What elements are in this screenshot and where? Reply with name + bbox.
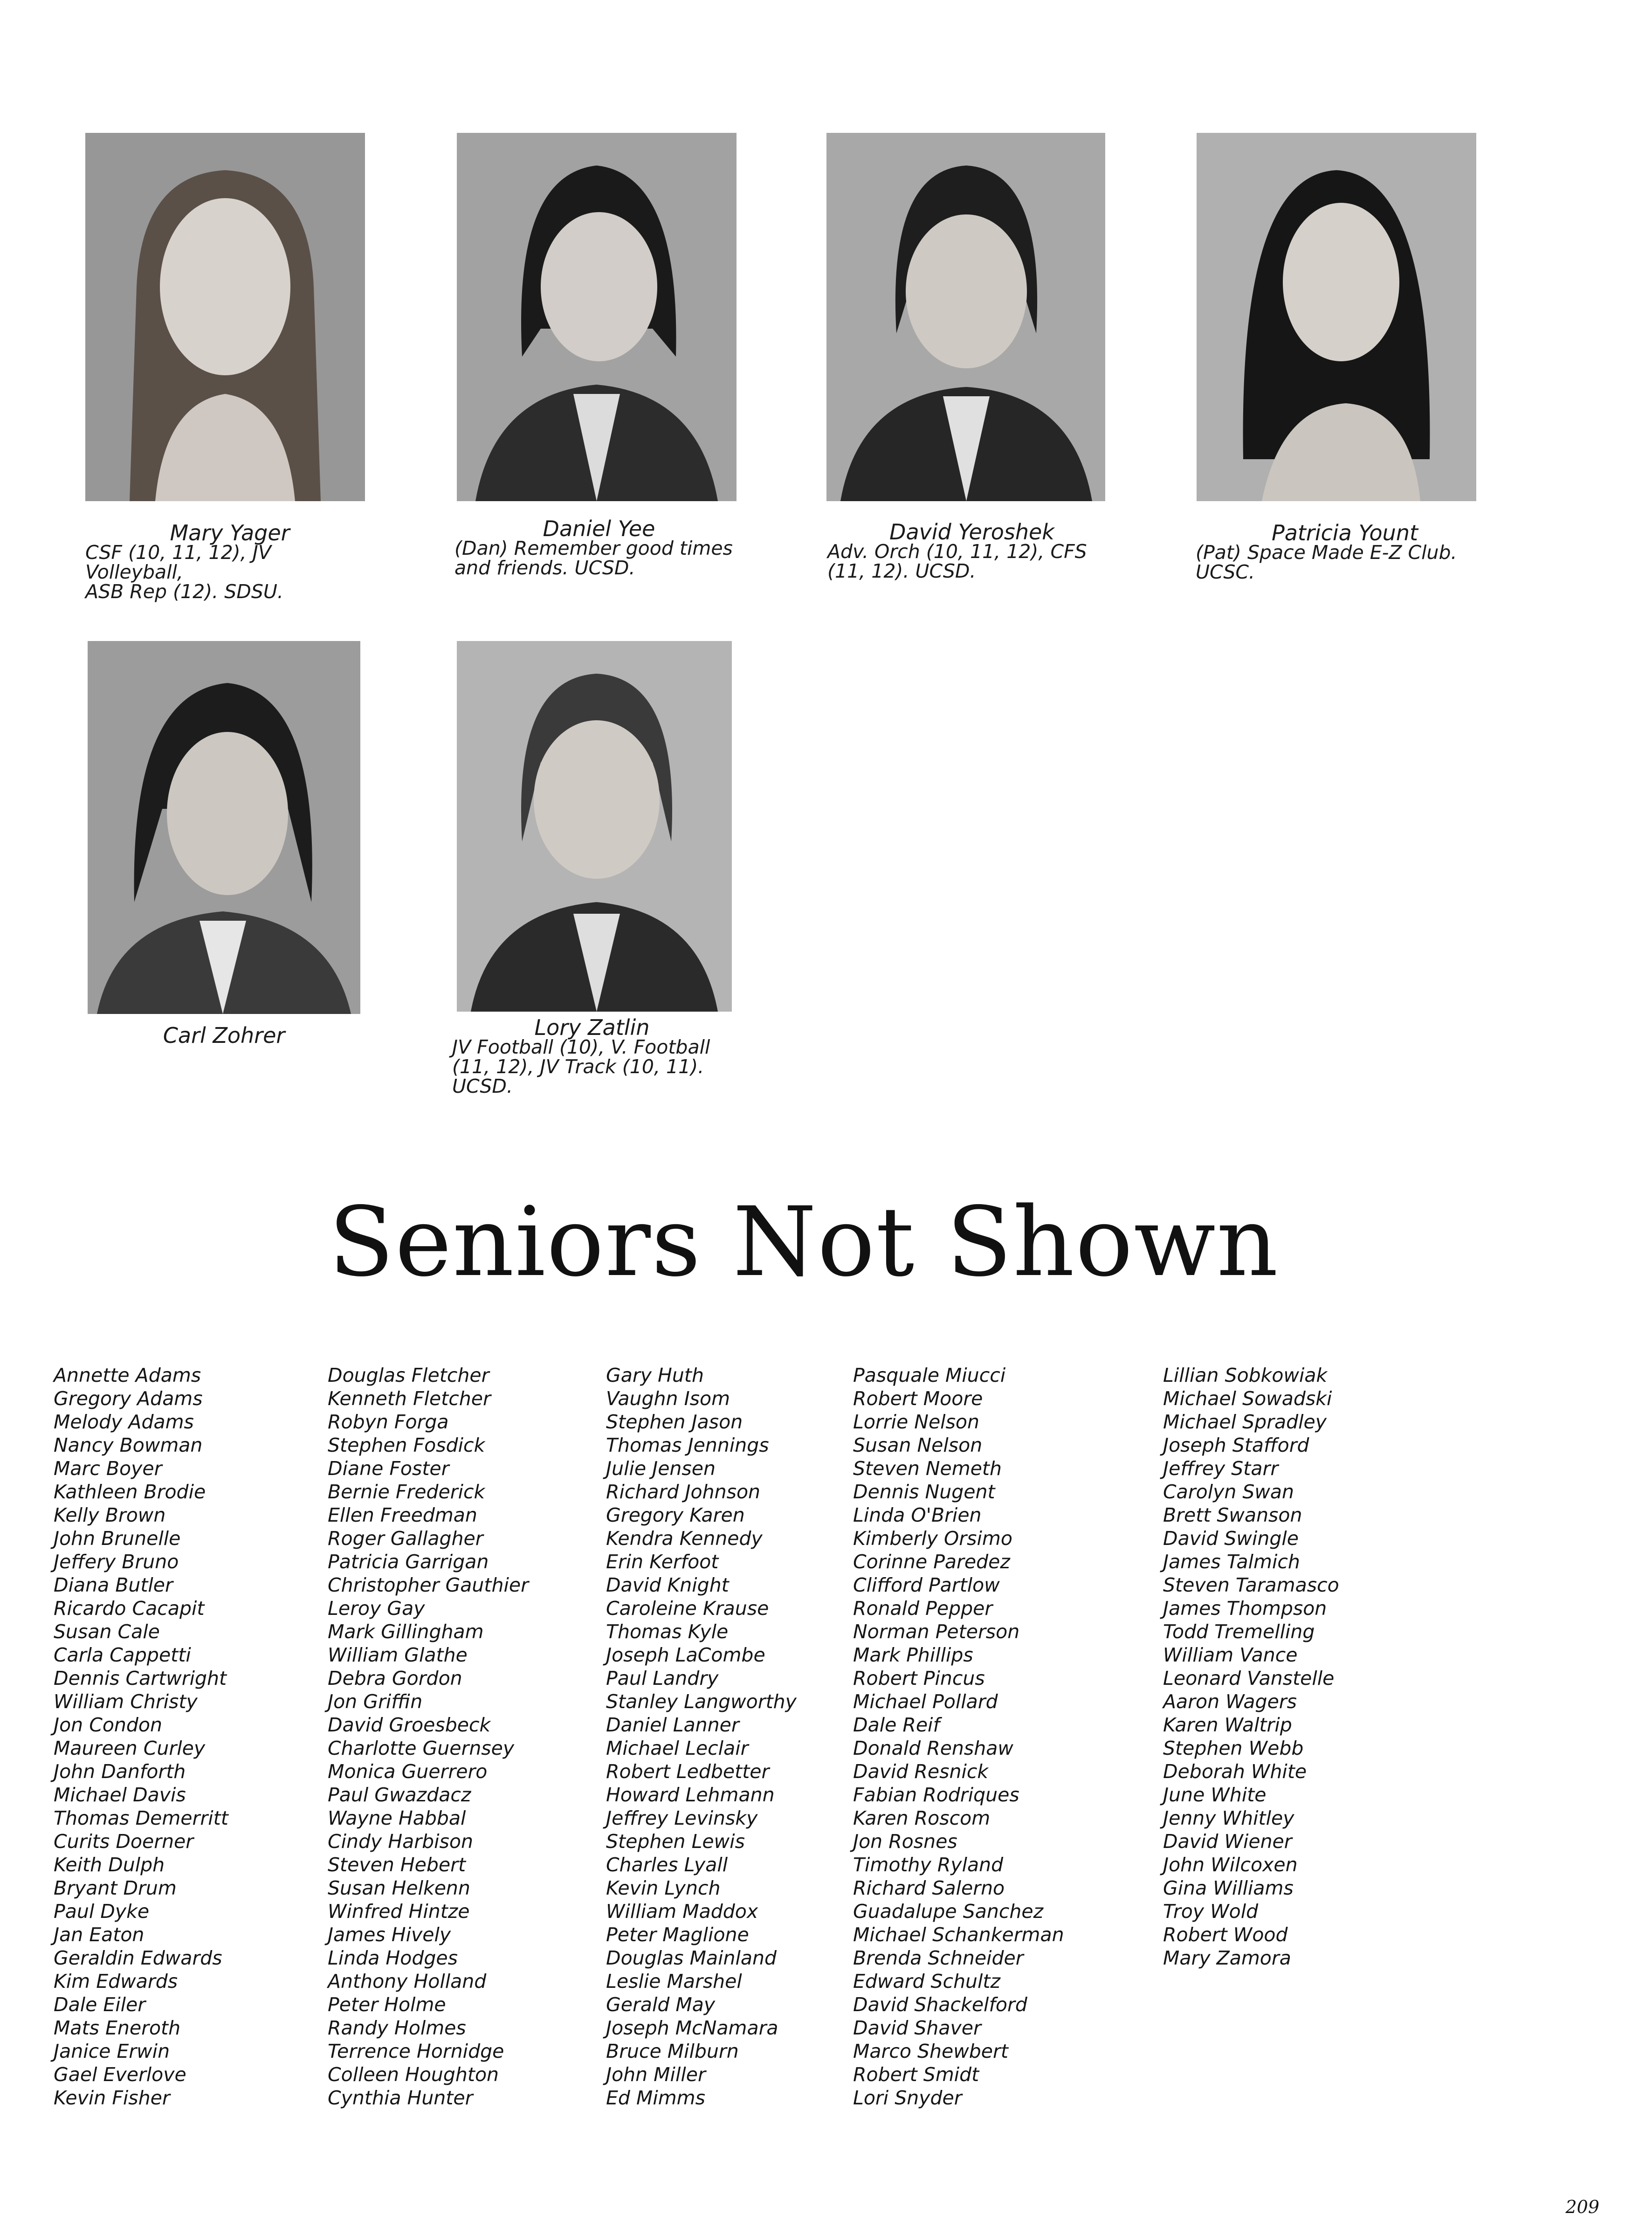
portrait-name: Patricia Yount xyxy=(1271,520,1418,545)
senior-name: Bruce Milburn xyxy=(606,2040,739,2062)
senior-name: Annette Adams xyxy=(54,1364,201,1386)
portrait-details: and friends. UCSD. xyxy=(454,557,635,579)
portrait-details: JV Football (10), V. Football xyxy=(452,1036,710,1058)
senior-name: Kathleen Brodie xyxy=(54,1481,206,1503)
senior-name: Deborah White xyxy=(1163,1760,1307,1783)
senior-name: Jon Griffin xyxy=(328,1690,423,1713)
senior-name: Kenneth Fletcher xyxy=(328,1387,491,1410)
senior-name: Vaughn Isom xyxy=(606,1387,730,1410)
senior-name: Erin Kerfoot xyxy=(606,1551,719,1573)
senior-name: Ellen Freedman xyxy=(328,1504,477,1526)
senior-name: Jan Eaton xyxy=(54,1924,145,1946)
senior-name: Paul Dyke xyxy=(54,1900,150,1923)
senior-name: William Vance xyxy=(1163,1644,1298,1666)
senior-name: Gregory Adams xyxy=(54,1387,203,1410)
senior-name: Roger Gallagher xyxy=(328,1527,483,1550)
portrait-name: Lory Zatlin xyxy=(534,1015,650,1040)
senior-name: Norman Peterson xyxy=(853,1620,1020,1643)
senior-name: Michael Leclair xyxy=(606,1737,749,1759)
names-column-1 xyxy=(54,1364,228,2110)
senior-name: David Groesbeck xyxy=(328,1714,491,1736)
senior-name: Gregory Karen xyxy=(606,1504,745,1526)
senior-name: Melody Adams xyxy=(54,1411,194,1433)
senior-name: Robert Smidt xyxy=(853,2063,979,2086)
portrait-photo-patricia-yount xyxy=(1197,133,1476,501)
senior-name: Fabian Rodriques xyxy=(853,1784,1019,1806)
senior-name: Carla Cappetti xyxy=(54,1644,191,1666)
senior-name: Jeffrey Starr xyxy=(1163,1457,1279,1480)
senior-name: Guadalupe Sanchez xyxy=(853,1900,1044,1923)
senior-name: Karen Waltrip xyxy=(1163,1714,1292,1736)
senior-name: Steven Nemeth xyxy=(853,1457,1002,1480)
portrait-photo-daniel-yee xyxy=(457,133,737,501)
senior-name: Lillian Sobkowiak xyxy=(1163,1364,1328,1386)
senior-name: Steven Taramasco xyxy=(1163,1574,1339,1596)
senior-name: Robert Ledbetter xyxy=(606,1760,770,1783)
senior-name: Mats Eneroth xyxy=(54,2017,181,2039)
portrait-name: Daniel Yee xyxy=(543,516,655,541)
senior-name: Kimberly Orsimo xyxy=(853,1527,1012,1550)
senior-name: Lori Snyder xyxy=(853,2087,962,2109)
names-column-5 xyxy=(1163,1364,1339,1970)
senior-name: Winfred Hintze xyxy=(328,1900,470,1923)
senior-name: Maureen Curley xyxy=(54,1737,206,1759)
senior-name: Thomas Kyle xyxy=(606,1620,729,1643)
senior-name: Thomas Jennings xyxy=(606,1434,769,1456)
senior-name: Brenda Schneider xyxy=(853,1947,1024,1969)
senior-name: Bryant Drum xyxy=(54,1877,177,1899)
section-title: Seniors Not Shown xyxy=(329,1187,1279,1298)
senior-name: Gael Everlove xyxy=(54,2063,186,2086)
senior-name: Randy Holmes xyxy=(328,2017,466,2039)
senior-name: Stephen Jason xyxy=(606,1411,743,1433)
senior-name: Stephen Fosdick xyxy=(328,1434,485,1456)
portrait-name: Carl Zohrer xyxy=(163,1023,285,1048)
portrait-photo-carl-zohrer xyxy=(88,641,360,1014)
senior-name: Charlotte Guernsey xyxy=(328,1737,515,1759)
senior-name: Patricia Garrigan xyxy=(328,1551,489,1573)
portrait-details: UCSC. xyxy=(1196,561,1255,583)
senior-name: Pasquale Miucci xyxy=(853,1364,1006,1386)
page-number: 209 xyxy=(1565,2197,1599,2217)
portrait-details: (Dan) Remember good times xyxy=(454,537,733,559)
senior-name: Corinne Paredez xyxy=(853,1551,1010,1573)
senior-name: Leonard Vanstelle xyxy=(1163,1667,1335,1689)
senior-name: Linda Hodges xyxy=(328,1947,458,1969)
senior-name: Troy Wold xyxy=(1163,1900,1259,1923)
senior-name: Terrence Hornidge xyxy=(328,2040,504,2062)
senior-name: Colleen Houghton xyxy=(328,2063,499,2086)
senior-name: Carolyn Swan xyxy=(1163,1481,1294,1503)
senior-name: Janice Erwin xyxy=(54,2040,170,2062)
senior-name: June White xyxy=(1163,1784,1267,1806)
senior-name: David Wiener xyxy=(1163,1830,1292,1853)
senior-name: James Thompson xyxy=(1163,1597,1327,1620)
senior-name: Robyn Forga xyxy=(328,1411,449,1433)
senior-name: Debra Gordon xyxy=(328,1667,462,1689)
senior-name: William Glathe xyxy=(328,1644,468,1666)
senior-name: Monica Guerrero xyxy=(328,1760,488,1783)
senior-name: Kevin Fisher xyxy=(54,2087,170,2109)
senior-name: Dennis Nugent xyxy=(853,1481,995,1503)
senior-name: Gary Huth xyxy=(606,1364,704,1386)
senior-name: Dale Reif xyxy=(853,1714,940,1736)
senior-name: Stephen Lewis xyxy=(606,1830,745,1853)
portrait-details: UCSD. xyxy=(452,1075,513,1097)
senior-name: Joseph Stafford xyxy=(1163,1434,1309,1456)
senior-name: Kelly Brown xyxy=(54,1504,166,1526)
senior-name: Michael Spradley xyxy=(1163,1411,1327,1433)
portrait-photo-david-yeroshek xyxy=(826,133,1105,501)
portrait-photo-lory-zatlin xyxy=(457,641,732,1012)
senior-name: Lorrie Nelson xyxy=(853,1411,980,1433)
senior-name: William Christy xyxy=(54,1690,198,1713)
senior-name: Keith Dulph xyxy=(54,1854,165,1876)
senior-name: Daniel Lanner xyxy=(606,1714,739,1736)
portrait-details: (11, 12). UCSD. xyxy=(827,560,976,582)
senior-name: Dennis Cartwright xyxy=(54,1667,227,1689)
senior-name: Susan Cale xyxy=(54,1620,160,1643)
senior-name: David Shackelford xyxy=(853,1993,1027,2016)
senior-name: Kim Edwards xyxy=(54,1970,178,1993)
senior-name: Peter Holme xyxy=(328,1993,446,2016)
senior-name: Joseph McNamara xyxy=(606,2017,778,2039)
senior-name: John Miller xyxy=(606,2063,706,2086)
senior-name: Robert Wood xyxy=(1163,1924,1288,1946)
senior-name: John Brunelle xyxy=(54,1527,181,1550)
senior-name: Bernie Frederick xyxy=(328,1481,485,1503)
senior-name: Anthony Holland xyxy=(328,1970,487,1993)
senior-name: Kevin Lynch xyxy=(606,1877,721,1899)
senior-name: Marco Shewbert xyxy=(853,2040,1008,2062)
names-column-3 xyxy=(606,1364,797,2110)
senior-name: Julie Jensen xyxy=(606,1457,716,1480)
senior-name: Robert Moore xyxy=(853,1387,983,1410)
portrait-caption xyxy=(1196,520,1494,583)
senior-name: Jeffery Bruno xyxy=(54,1551,179,1573)
senior-name: Caroleine Krause xyxy=(606,1597,769,1620)
senior-name: Thomas Demerritt xyxy=(54,1807,228,1829)
senior-name: Linda O'Brien xyxy=(853,1504,982,1526)
senior-name: Aaron Wagers xyxy=(1163,1690,1297,1713)
senior-name: Todd Tremelling xyxy=(1163,1620,1315,1643)
senior-name: Douglas Mainland xyxy=(606,1947,777,1969)
senior-name: Mark Gillingham xyxy=(328,1620,484,1643)
senior-name: Paul Gwazdacz xyxy=(328,1784,471,1806)
senior-name: Donald Renshaw xyxy=(853,1737,1013,1759)
senior-name: James Talmich xyxy=(1163,1551,1300,1573)
senior-name: Paul Landry xyxy=(606,1667,719,1689)
senior-name: Mary Zamora xyxy=(1163,1947,1291,1969)
portrait-name: David Yeroshek xyxy=(889,519,1054,545)
senior-name: Jeffrey Levinsky xyxy=(606,1807,758,1829)
senior-name: Leslie Marshel xyxy=(606,1970,742,1993)
senior-name: Douglas Fletcher xyxy=(328,1364,489,1386)
portrait-details: CSF (10, 11, 12), JV Volleyball, xyxy=(85,541,271,583)
portrait-photo-mary-yager xyxy=(85,133,365,501)
senior-name: Jon Condon xyxy=(54,1714,162,1736)
portrait-caption xyxy=(85,520,374,603)
senior-name: Jon Rosnes xyxy=(853,1830,957,1853)
senior-name: Leroy Gay xyxy=(328,1597,425,1620)
senior-name: Richard Salerno xyxy=(853,1877,1005,1899)
senior-name: Timothy Ryland xyxy=(853,1854,1004,1876)
senior-name: John Danforth xyxy=(54,1760,186,1783)
portrait-details: Adv. Orch (10, 11, 12), CFS xyxy=(827,540,1087,563)
senior-name: Kendra Kennedy xyxy=(606,1527,763,1550)
senior-name: Robert Pincus xyxy=(853,1667,985,1689)
portrait-caption xyxy=(827,519,1116,582)
names-column-2 xyxy=(328,1364,529,2110)
senior-name: Susan Nelson xyxy=(853,1434,983,1456)
senior-name: Brett Swanson xyxy=(1163,1504,1302,1526)
senior-name: Geraldin Edwards xyxy=(54,1947,222,1969)
senior-name: Charles Lyall xyxy=(606,1854,728,1876)
senior-name: Wayne Habbal xyxy=(328,1807,466,1829)
senior-name: Nancy Bowman xyxy=(54,1434,203,1456)
senior-name: Ronald Pepper xyxy=(853,1597,993,1620)
senior-name: Diana Butler xyxy=(54,1574,173,1596)
portrait-name: Mary Yager xyxy=(170,520,290,545)
senior-name: Mark Phillips xyxy=(853,1644,973,1666)
senior-name: William Maddox xyxy=(606,1900,758,1923)
portrait-details: ASB Rep (12). SDSU. xyxy=(85,580,283,603)
senior-name: Ed Mimms xyxy=(606,2087,705,2109)
senior-name: Marc Boyer xyxy=(54,1457,162,1480)
senior-name: Joseph LaCombe xyxy=(606,1644,765,1666)
senior-name: Ricardo Cacapit xyxy=(54,1597,205,1620)
senior-name: David Shaver xyxy=(853,2017,981,2039)
senior-name: Richard Johnson xyxy=(606,1481,761,1503)
senior-name: David Resnick xyxy=(853,1760,989,1783)
senior-name: Stanley Langworthy xyxy=(606,1690,797,1713)
portrait-details: (Pat) Space Made E-Z Club. xyxy=(1196,541,1457,564)
senior-name: Michael Sowadski xyxy=(1163,1387,1332,1410)
senior-name: Clifford Partlow xyxy=(853,1574,1000,1596)
senior-name: John Wilcoxen xyxy=(1163,1854,1298,1876)
senior-name: Diane Foster xyxy=(328,1457,449,1480)
portrait-caption xyxy=(452,1015,732,1097)
senior-name: Gerald May xyxy=(606,1993,716,2016)
senior-name: Michael Schankerman xyxy=(853,1924,1064,1946)
senior-name: Susan Helkenn xyxy=(328,1877,470,1899)
senior-name: James Hively xyxy=(328,1924,451,1946)
senior-name: Curits Doerner xyxy=(54,1830,194,1853)
senior-name: Christopher Gauthier xyxy=(328,1574,529,1596)
senior-name: Howard Lehmann xyxy=(606,1784,775,1806)
senior-name: Cindy Harbison xyxy=(328,1830,473,1853)
portrait-details: (11, 12), JV Track (10, 11). xyxy=(452,1055,704,1078)
senior-name: Jenny Whitley xyxy=(1163,1807,1294,1829)
senior-name: Michael Pollard xyxy=(853,1690,998,1713)
senior-name: Steven Hebert xyxy=(328,1854,466,1876)
senior-name: Dale Eiler xyxy=(54,1993,146,2016)
portrait-caption xyxy=(88,1023,360,1048)
senior-name: Karen Roscom xyxy=(853,1807,991,1829)
senior-name: David Knight xyxy=(606,1574,729,1596)
senior-name: Gina Williams xyxy=(1163,1877,1294,1899)
senior-name: Cynthia Hunter xyxy=(328,2087,473,2109)
senior-name: David Swingle xyxy=(1163,1527,1299,1550)
senior-name: Michael Davis xyxy=(54,1784,186,1806)
senior-name: Peter Maglione xyxy=(606,1924,749,1946)
senior-name: Stephen Webb xyxy=(1163,1737,1304,1759)
names-column-4 xyxy=(853,1364,1064,2110)
portrait-caption xyxy=(454,516,743,579)
senior-name: Edward Schultz xyxy=(853,1970,1001,1993)
